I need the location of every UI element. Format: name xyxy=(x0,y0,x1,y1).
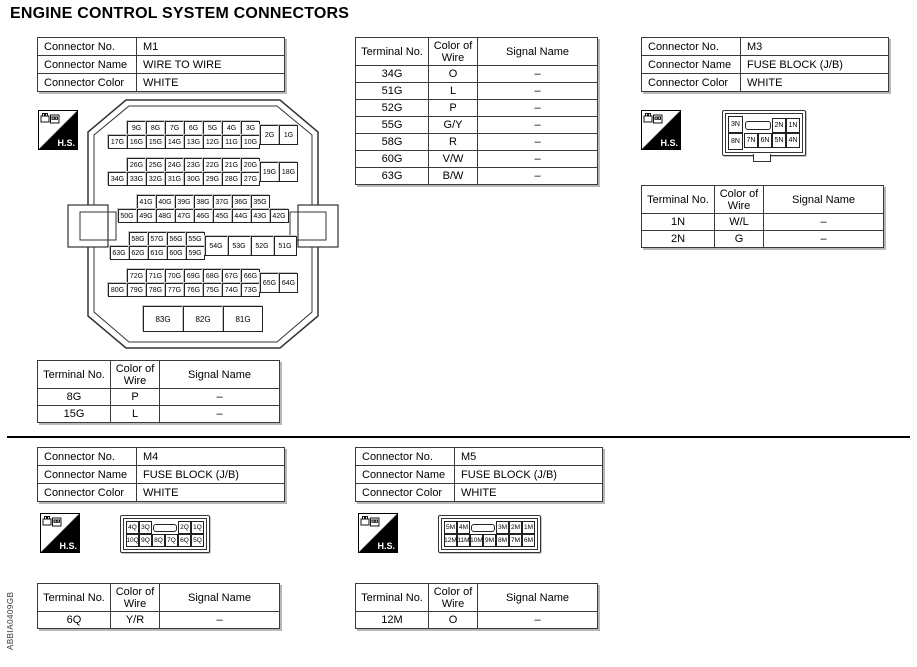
pin-row xyxy=(127,121,260,135)
connector-glyph-icon xyxy=(360,515,380,534)
m3-connector-name: FUSE BLOCK (J/B) xyxy=(741,56,889,74)
connector-name-label: Connector Name xyxy=(38,56,137,74)
signal-name-cell: – xyxy=(478,612,598,629)
color-of-wire-header: Color of Wire xyxy=(429,584,478,612)
pin-cell: 2G xyxy=(260,125,279,145)
pin-cell: 31G xyxy=(165,172,184,186)
pin-cell: 72G xyxy=(127,269,146,283)
pin-cell: 9G xyxy=(127,121,146,135)
pin-cell: 3M xyxy=(496,521,509,534)
pin-cell: 15G xyxy=(146,135,165,149)
pin-cell: 32G xyxy=(146,172,165,186)
pin-cell: 44G xyxy=(232,209,251,223)
m1-terminal-table-a xyxy=(37,360,280,423)
pin-cell: 10G xyxy=(241,135,260,149)
pin-cell: 18G xyxy=(279,162,298,182)
pin-cell: 56G xyxy=(167,232,186,246)
hs-label: H.S. xyxy=(377,541,395,551)
pin-row xyxy=(744,118,800,133)
color-of-wire-header: Color of Wire xyxy=(111,584,160,612)
pin-cell: 76G xyxy=(184,283,203,297)
pin-cell: 29G xyxy=(203,172,222,186)
pin-cell: 61G xyxy=(148,246,167,260)
pin-cell: 16G xyxy=(127,135,146,149)
signal-name-cell: – xyxy=(478,168,598,185)
m3-hs-badge xyxy=(641,110,681,150)
terminal-no-header: Terminal No. xyxy=(356,38,429,66)
pin-cell: 30G xyxy=(184,172,203,186)
pin-cell: 25G xyxy=(146,158,165,172)
terminal-no-cell: 58G xyxy=(356,134,429,151)
connector-name-label: Connector Name xyxy=(642,56,741,74)
m1-info-table xyxy=(37,37,285,92)
pin-cell: 13G xyxy=(184,135,203,149)
pin-row xyxy=(110,246,205,260)
pin-cell: 59G xyxy=(186,246,205,260)
connector-color-label: Connector Color xyxy=(38,484,137,502)
pin-cell: 22G xyxy=(203,158,222,172)
wire-color-cell: O xyxy=(429,66,478,83)
pin-cell: 67G xyxy=(222,269,241,283)
pin-cell: 51G xyxy=(274,236,297,256)
terminal-rows xyxy=(356,612,598,629)
table-row xyxy=(38,389,280,406)
pin-row xyxy=(118,209,289,223)
m4-connector-diagram xyxy=(120,515,210,553)
terminal-rows xyxy=(356,66,598,185)
terminal-no-header: Terminal No. xyxy=(38,584,111,612)
connector-name-label: Connector Name xyxy=(356,466,455,484)
pin-cell: 3Q xyxy=(139,521,152,534)
pin-cell: 63G xyxy=(110,246,129,260)
pin-cell: 5N xyxy=(772,133,786,148)
terminal-no-header: Terminal No. xyxy=(356,584,429,612)
pin-cell: 69G xyxy=(184,269,203,283)
table-row xyxy=(642,38,889,56)
m1-connector-no: M1 xyxy=(137,38,285,56)
pin-cell: 68G xyxy=(203,269,222,283)
pin-cell: 39G xyxy=(175,195,194,209)
terminal-no-cell: 55G xyxy=(356,117,429,134)
signal-name-header: Signal Name xyxy=(478,38,598,66)
hs-label: H.S. xyxy=(59,541,77,551)
m5-connector-color: WHITE xyxy=(455,484,603,502)
pin-row xyxy=(108,172,260,186)
pin-cell: 5Q xyxy=(191,534,204,547)
m1-connector-name: WIRE TO WIRE xyxy=(137,56,285,74)
wire-color-cell: W/L xyxy=(715,214,764,231)
pin-cell: 7Q xyxy=(165,534,178,547)
pin-cell: 2M xyxy=(509,521,522,534)
m4-hs-badge xyxy=(40,513,80,553)
pin-cell: 23G xyxy=(184,158,203,172)
m5-terminal-table xyxy=(355,583,598,629)
table-row xyxy=(642,56,889,74)
pin-cell: 7N xyxy=(744,133,758,148)
pin-cells xyxy=(126,521,152,534)
table-header-row xyxy=(642,186,884,214)
connector-no-label: Connector No. xyxy=(356,448,455,466)
pin-group-5 xyxy=(108,269,298,297)
pin-row xyxy=(444,534,535,547)
terminal-no-cell: 34G xyxy=(356,66,429,83)
pin-cell: 71G xyxy=(146,269,165,283)
pin-cell: 49G xyxy=(137,209,156,223)
pin-cell: 64G xyxy=(279,273,298,293)
terminal-no-cell: 6Q xyxy=(38,612,111,629)
connector-no-label: Connector No. xyxy=(38,448,137,466)
m5-connector-no: M5 xyxy=(455,448,603,466)
table-row xyxy=(356,612,598,629)
m1-terminal-table-b xyxy=(355,37,598,185)
wire-color-cell: G xyxy=(715,231,764,248)
pin-cell: 8G xyxy=(146,121,165,135)
pin-cell: 11M xyxy=(457,534,470,547)
pin-cell: 19G xyxy=(260,162,279,182)
pin-cell: 2N xyxy=(772,118,786,133)
table-row xyxy=(356,466,603,484)
color-of-wire-header: Color of Wire xyxy=(111,361,160,389)
pin-row xyxy=(126,521,204,534)
pin-cell: 21G xyxy=(222,158,241,172)
pin-cell: 7M xyxy=(509,534,522,547)
pin-row xyxy=(744,133,800,148)
pin-cell: 1G xyxy=(279,125,298,145)
terminal-no-cell: 52G xyxy=(356,100,429,117)
pin-cell: 14G xyxy=(165,135,184,149)
pin-cell: 37G xyxy=(213,195,232,209)
table-row xyxy=(38,38,285,56)
page-title: ENGINE CONTROL SYSTEM CONNECTORS xyxy=(10,5,350,22)
pin-row xyxy=(260,125,298,145)
wire-color-cell: V/W xyxy=(429,151,478,168)
m3-connector-diagram xyxy=(722,110,806,156)
pin-cell: 11G xyxy=(222,135,241,149)
table-row xyxy=(642,74,889,92)
wire-color-cell: L xyxy=(429,83,478,100)
pin-cell: 42G xyxy=(270,209,289,223)
pin-cell: 24G xyxy=(165,158,184,172)
color-of-wire-header: Color of Wire xyxy=(429,38,478,66)
pin-cell: 38G xyxy=(194,195,213,209)
terminal-no-cell: 15G xyxy=(38,406,111,423)
pin-cell: 4M xyxy=(457,521,470,534)
pin-cell: 7G xyxy=(165,121,184,135)
terminal-no-cell: 8G xyxy=(38,389,111,406)
section-divider xyxy=(7,436,910,438)
pin-cell: 6Q xyxy=(178,534,191,547)
pin-cell: 9M xyxy=(483,534,496,547)
m3-terminal-table xyxy=(641,185,884,248)
pin-cell: 40G xyxy=(156,195,175,209)
connector-no-label: Connector No. xyxy=(642,38,741,56)
pin-row xyxy=(260,162,298,182)
pin-row xyxy=(137,195,270,209)
blank-slot xyxy=(153,524,177,532)
table-row xyxy=(356,484,603,502)
pin-group-4 xyxy=(110,232,297,260)
figure-code: ABBIA0409GB xyxy=(6,591,15,650)
pin-cell: 66G xyxy=(241,269,260,283)
pin-row xyxy=(127,269,260,283)
pin-cell: 8N xyxy=(728,133,743,150)
pin-cell: 75G xyxy=(203,283,222,297)
terminal-no-header: Terminal No. xyxy=(642,186,715,214)
wire-color-cell: B/W xyxy=(429,168,478,185)
pin-cells xyxy=(444,521,470,534)
signal-name-cell: – xyxy=(478,66,598,83)
m3-left-column xyxy=(728,116,743,150)
pin-cell: 43G xyxy=(251,209,270,223)
table-row xyxy=(356,448,603,466)
blank-slot xyxy=(745,121,771,130)
m5-hs-badge xyxy=(358,513,398,553)
table-row xyxy=(642,214,884,231)
connector-color-label: Connector Color xyxy=(642,74,741,92)
m3-connector-no: M3 xyxy=(741,38,889,56)
pin-cell: 3N xyxy=(728,116,743,133)
pin-cell: 80G xyxy=(108,283,127,297)
terminal-no-cell: 12M xyxy=(356,612,429,629)
pin-cell: 33G xyxy=(127,172,146,186)
terminal-no-cell: 51G xyxy=(356,83,429,100)
pin-cell: 70G xyxy=(165,269,184,283)
pin-cell: 53G xyxy=(228,236,251,256)
m1-connector-pins xyxy=(88,100,318,348)
table-row xyxy=(356,117,598,134)
wire-color-cell: Y/R xyxy=(111,612,160,629)
m4-connector-name: FUSE BLOCK (J/B) xyxy=(137,466,285,484)
connector-glyph-icon xyxy=(42,515,62,534)
table-row xyxy=(38,612,280,629)
signal-name-cell: – xyxy=(764,231,884,248)
pin-cell: 20G xyxy=(241,158,260,172)
color-of-wire-header: Color of Wire xyxy=(715,186,764,214)
m4-connector-no: M4 xyxy=(137,448,285,466)
pin-row xyxy=(129,232,205,246)
pin-row xyxy=(108,135,260,149)
terminal-no-cell: 63G xyxy=(356,168,429,185)
table-row xyxy=(38,484,285,502)
table-row xyxy=(38,56,285,74)
table-row xyxy=(356,151,598,168)
pin-cell: 34G xyxy=(108,172,127,186)
pin-cell: 77G xyxy=(165,283,184,297)
table-header-row xyxy=(38,361,280,389)
terminal-no-header: Terminal No. xyxy=(38,361,111,389)
signal-name-cell: – xyxy=(160,406,280,423)
table-row xyxy=(356,100,598,117)
signal-name-header: Signal Name xyxy=(160,584,280,612)
pin-cell: 83G xyxy=(143,306,183,332)
wire-color-cell: G/Y xyxy=(429,117,478,134)
pin-cell: 52G xyxy=(251,236,274,256)
table-row xyxy=(356,83,598,100)
signal-name-cell: – xyxy=(478,151,598,168)
wire-color-cell: P xyxy=(429,100,478,117)
m5-connector-name: FUSE BLOCK (J/B) xyxy=(455,466,603,484)
pin-cell: 41G xyxy=(137,195,156,209)
signal-name-cell: – xyxy=(478,100,598,117)
terminal-rows xyxy=(38,389,280,423)
pin-cell: 48G xyxy=(156,209,175,223)
pin-group-2 xyxy=(108,158,298,186)
pin-cell: 58G xyxy=(129,232,148,246)
pin-cell: 6N xyxy=(758,133,772,148)
signal-name-header: Signal Name xyxy=(764,186,884,214)
signal-name-cell: – xyxy=(478,134,598,151)
pin-row xyxy=(260,273,298,293)
pin-cells xyxy=(496,521,535,534)
pin-cell: 1N xyxy=(786,118,800,133)
pin-cell: 10M xyxy=(470,534,483,547)
pin-cells xyxy=(178,521,204,534)
pin-cell: 35G xyxy=(251,195,270,209)
table-row xyxy=(642,231,884,248)
pin-cell: 8Q xyxy=(152,534,165,547)
pin-cell: 60G xyxy=(167,246,186,260)
pin-cell: 28G xyxy=(222,172,241,186)
pin-row xyxy=(126,534,204,547)
table-row xyxy=(356,66,598,83)
terminal-rows xyxy=(642,214,884,248)
wire-color-cell: L xyxy=(111,406,160,423)
pin-cell: 12G xyxy=(203,135,222,149)
pin-cell: 74G xyxy=(222,283,241,297)
table-row xyxy=(38,74,285,92)
table-row xyxy=(38,406,280,423)
m3-connector-color: WHITE xyxy=(741,74,889,92)
pin-cell: 78G xyxy=(146,283,165,297)
table-row xyxy=(38,466,285,484)
signal-name-cell: – xyxy=(160,612,280,629)
pin-cell: 45G xyxy=(213,209,232,223)
pin-cell: 50G xyxy=(118,209,137,223)
pin-cell: 6M xyxy=(522,534,535,547)
table-row xyxy=(356,168,598,185)
signal-name-cell: – xyxy=(478,83,598,100)
pin-cell: 54G xyxy=(205,236,228,256)
signal-name-header: Signal Name xyxy=(478,584,598,612)
m3-info-table xyxy=(641,37,889,92)
pin-cell: 4N xyxy=(786,133,800,148)
connector-name-label: Connector Name xyxy=(38,466,137,484)
pin-cell: 4Q xyxy=(126,521,139,534)
pin-cell: 57G xyxy=(148,232,167,246)
pin-cell: 47G xyxy=(175,209,194,223)
wire-color-cell: P xyxy=(111,389,160,406)
pin-cell: 79G xyxy=(127,283,146,297)
terminal-no-cell: 60G xyxy=(356,151,429,168)
signal-name-cell: – xyxy=(160,389,280,406)
pin-cell: 9Q xyxy=(139,534,152,547)
signal-name-cell: – xyxy=(478,117,598,134)
pin-cell: 1Q xyxy=(191,521,204,534)
connector-color-label: Connector Color xyxy=(356,484,455,502)
m5-connector-diagram xyxy=(438,515,541,553)
pin-cell: 6G xyxy=(184,121,203,135)
connector-glyph-icon xyxy=(643,112,663,131)
m3-connector-tab xyxy=(753,154,771,162)
pin-row xyxy=(127,158,260,172)
table-header-row xyxy=(38,584,280,612)
hs-label: H.S. xyxy=(57,138,75,148)
m5-info-table xyxy=(355,447,603,502)
connector-no-label: Connector No. xyxy=(38,38,137,56)
m4-terminal-table xyxy=(37,583,280,629)
table-row xyxy=(356,134,598,151)
m4-info-table xyxy=(37,447,285,502)
pin-row xyxy=(205,236,297,256)
pin-cell: 12M xyxy=(444,534,457,547)
pin-cell: 26G xyxy=(127,158,146,172)
pin-group-1 xyxy=(108,121,298,149)
terminal-rows xyxy=(38,612,280,629)
pin-cell: 55G xyxy=(186,232,205,246)
table-header-row xyxy=(356,584,598,612)
pin-cell: 10Q xyxy=(126,534,139,547)
terminal-no-cell: 1N xyxy=(642,214,715,231)
pin-row-bottom xyxy=(143,306,263,332)
table-header-row xyxy=(356,38,598,66)
pin-cell: 4G xyxy=(222,121,241,135)
pin-cell: 5M xyxy=(444,521,457,534)
pin-row xyxy=(108,283,260,297)
pin-cell: 1M xyxy=(522,521,535,534)
pin-cell: 5G xyxy=(203,121,222,135)
pin-cell: 73G xyxy=(241,283,260,297)
pin-cells xyxy=(772,118,800,133)
hs-label: H.S. xyxy=(660,138,678,148)
pin-cell: 46G xyxy=(194,209,213,223)
table-row xyxy=(38,448,285,466)
pin-group-3 xyxy=(118,195,289,223)
signal-name-header: Signal Name xyxy=(160,361,280,389)
terminal-no-cell: 2N xyxy=(642,231,715,248)
pin-cell: 17G xyxy=(108,135,127,149)
m1-connector-color: WHITE xyxy=(137,74,285,92)
pin-cell: 2Q xyxy=(178,521,191,534)
wire-color-cell: O xyxy=(429,612,478,629)
signal-name-cell: – xyxy=(764,214,884,231)
pin-row xyxy=(444,521,535,534)
connector-glyph-icon xyxy=(40,112,60,131)
pin-cell: 81G xyxy=(223,306,263,332)
wire-color-cell: R xyxy=(429,134,478,151)
pin-cell: 27G xyxy=(241,172,260,186)
pin-cell: 8M xyxy=(496,534,509,547)
pin-cell: 65G xyxy=(260,273,279,293)
pin-cell: 36G xyxy=(232,195,251,209)
pin-cell: 62G xyxy=(129,246,148,260)
m4-connector-color: WHITE xyxy=(137,484,285,502)
blank-slot xyxy=(471,524,495,532)
pin-cell: 3G xyxy=(241,121,260,135)
connector-color-label: Connector Color xyxy=(38,74,137,92)
pin-cell: 82G xyxy=(183,306,223,332)
